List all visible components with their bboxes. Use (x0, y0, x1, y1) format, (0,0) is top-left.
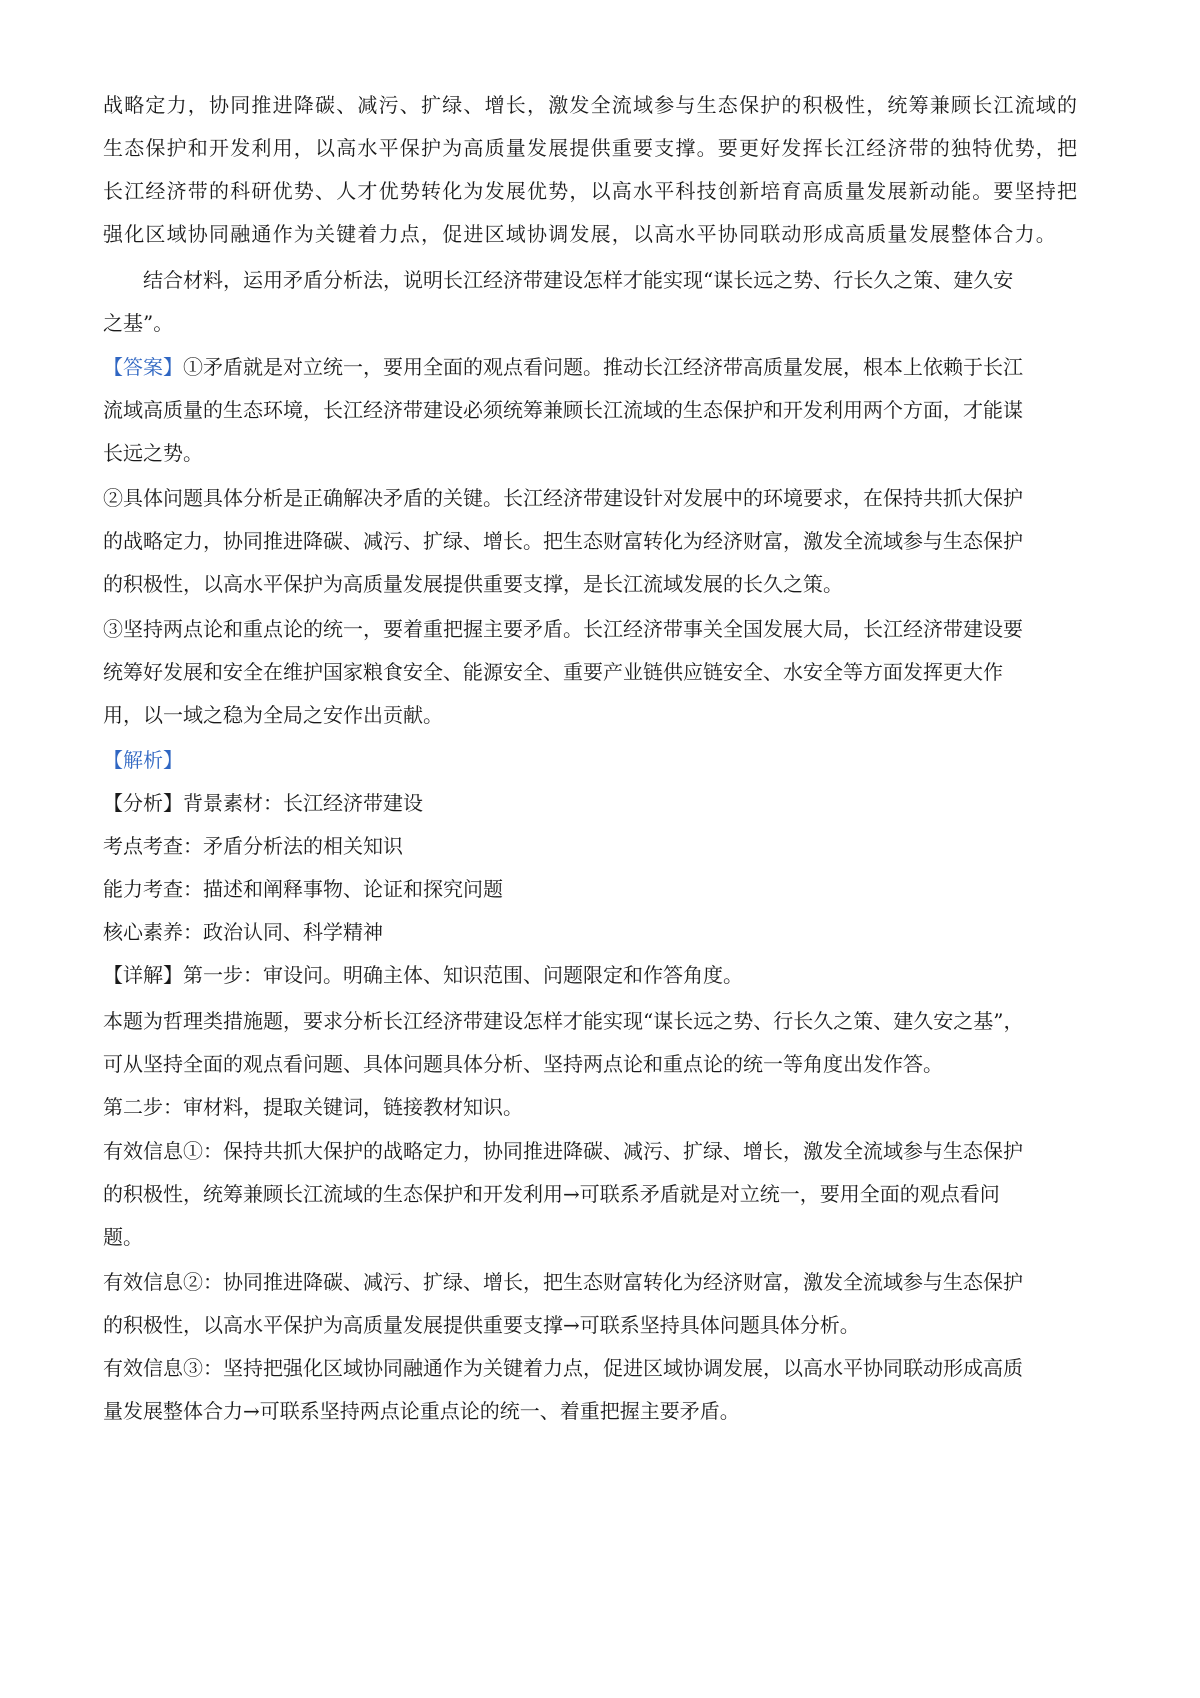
analysis-intro-line: 本题为哲理类措施题，要求分析长江经济带建设怎样才能实现“谋长远之势、行长久之策、建久安之基”， (103, 1009, 1024, 1033)
info-line: 量发展整体合力→可联系坚持两点论重点论的统一、着重把握主要矛盾。 (103, 1399, 740, 1423)
analysis-kaodian: 考点考查：矛盾分析法的相关知识 (103, 834, 403, 858)
info-line: 的积极性，统筹兼顾长江流域的生态保护和开发利用→可联系矛盾就是对立统一，要用全面的观点看问 (103, 1182, 1000, 1206)
analysis-suyang: 核心素养：政治认同、科学精神 (103, 920, 383, 944)
answer-line: 长远之势。 (103, 441, 203, 465)
question-line: 之基”。 (103, 311, 174, 335)
answer-line: 统筹好发展和安全在维护国家粮食安全、能源安全、重要产业链供应链安全、水安全等方面发挥更大作 (103, 660, 1003, 684)
analysis-intro-line: 可从坚持全面的观点看问题、具体问题具体分析、坚持两点论和重点论的统一等角度出发作答。 (103, 1052, 943, 1076)
analysis-step2: 第二步：审材料，提取关键词，链接教材知识。 (103, 1095, 523, 1119)
info-line: 有效信息①：保持共抓大保护的战略定力，协同推进降碳、减污、扩绿、增长，激发全流域参与生态保护 (103, 1139, 1023, 1163)
answer-line: 流域高质量的生态环境，长江经济带建设必须统筹兼顾长江流域的生态保护和开发利用两个方面，才能谋 (103, 398, 1023, 422)
analysis-fenxi: 【分析】背景素材：长江经济带建设 (103, 791, 423, 815)
answer-line: 的战略定力，协同推进降碳、减污、扩绿、增长。把生态财富转化为经济财富，激发全流域参与生态保护 (103, 529, 1023, 553)
analysis-xiangjie: 【详解】第一步：审设问。明确主体、知识范围、问题限定和作答角度。 (103, 963, 743, 987)
answer-point-1 (103, 346, 1103, 475)
effective-info-2 (103, 1261, 1103, 1347)
material-paragraph (103, 84, 1103, 256)
answer-tag: 【答案】 (103, 355, 183, 379)
info-line: 有效信息③：坚持把强化区域协同融通作为关键着力点，促进区域协调发展，以高水平协同联动形成高质 (103, 1356, 1023, 1380)
analysis-nengli: 能力考查：描述和阐释事物、论证和探究问题 (103, 877, 503, 901)
answer-line: ①矛盾就是对立统一，要用全面的观点看问题。推动长江经济带高质量发展，根本上依赖于长江 (183, 355, 1023, 379)
material-line: 生态保护和开发利用，以高水平保护为高质量发展提供重要支撑。要更好发挥长江经济带的独特优势，把 (103, 136, 1079, 160)
answer-line: 用，以一域之稳为全局之安作出贡献。 (103, 703, 443, 727)
answer-line: 的积极性，以高水平保护为高质量发展提供重要支撑，是长江流域发展的长久之策。 (103, 572, 843, 596)
answer-line: ③坚持两点论和重点论的统一，要着重把握主要矛盾。长江经济带事关全国发展大局，长江经济带建设要 (103, 617, 1023, 641)
question-paragraph (103, 259, 1103, 345)
info-line: 有效信息②：协同推进降碳、减污、扩绿、增长，把生态财富转化为经济财富，激发全流域参与生态保护 (103, 1270, 1023, 1294)
info-line: 的积极性，以高水平保护为高质量发展提供重要支撑→可联系坚持具体问题具体分析。 (103, 1313, 860, 1337)
effective-info-3 (103, 1347, 1103, 1433)
analysis-intro (103, 1000, 1103, 1129)
answer-point-2 (103, 477, 1103, 606)
analysis-tag-row (103, 739, 1103, 782)
effective-info-1 (103, 1130, 1103, 1259)
analysis-tag: 【解析】 (103, 748, 183, 772)
answer-line: ②具体问题具体分析是正确解决矛盾的关键。长江经济带建设针对发展中的环境要求，在保持共抓大保护 (103, 486, 1023, 510)
material-line: 强化区域协同融通作为关键着力点，促进区域协调发展，以高水平协同联动形成高质量发展整体合力。 (103, 222, 1057, 246)
material-line: 战略定力，协同推进降碳、减污、扩绿、增长，激发全流域参与生态保护的积极性，统筹兼顾长江流域的 (103, 93, 1079, 117)
material-line: 长江经济带的科研优势、人才优势转化为发展优势，以高水平科技创新培育高质量发展新动能。要坚持把 (103, 179, 1079, 203)
analysis-overview (103, 782, 1103, 997)
info-line: 题。 (103, 1225, 143, 1249)
question-line: 结合材料，运用矛盾分析法，说明长江经济带建设怎样才能实现“谋长远之势、行长久之策、建久安 (143, 268, 1014, 292)
answer-point-3 (103, 608, 1103, 737)
